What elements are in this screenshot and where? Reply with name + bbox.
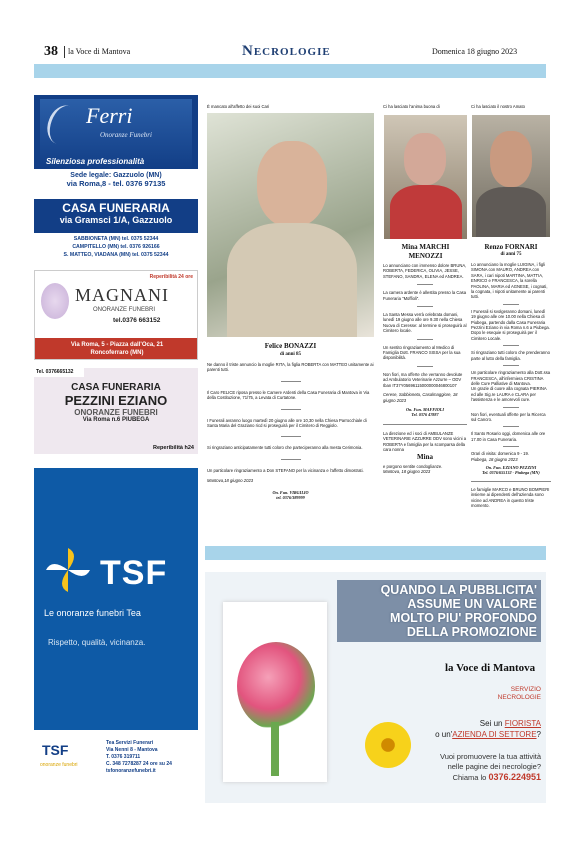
header-divider xyxy=(64,46,65,58)
page-number: 38 xyxy=(44,44,58,59)
ferri-branches xyxy=(34,233,198,265)
tsf-foot-logo: TSF xyxy=(42,742,69,758)
magnani-tel: tel.0376 663152 xyxy=(113,317,161,324)
ferri-branch-2: CAMPITELLO (MN) tel. 0376 926166 xyxy=(72,244,160,250)
tsf-line2: Rispetto, qualità, vicinanza. xyxy=(48,638,146,647)
pezzini-l4: Via Roma n.6 PIUBEGA xyxy=(82,417,150,423)
fornari-p3: Si ringraziano tutti coloro che prenderanno parte al lutto della famiglia. xyxy=(471,350,550,361)
magnani-ad xyxy=(34,270,198,360)
ferri-ad xyxy=(34,95,198,265)
promo-phone: 0376.224951 xyxy=(488,772,541,782)
flower-icon xyxy=(41,283,69,319)
fornari-name: Renzo FORNARI xyxy=(484,243,538,251)
marchi-p8: e porgono sentite condoglianze. xyxy=(383,463,443,469)
bonazzi-p5: Un particolare ringraziamento a Don STEFANO per la vicinanza e l'affetto dimostrati. xyxy=(207,467,364,473)
promo-h3: MOLTO PIU' PROFONDO xyxy=(390,611,537,625)
ferri-box-addr: via Gramsci 1/A, Gazzuolo xyxy=(59,215,173,225)
ferri-slogan: Silenziosa professionalità xyxy=(46,157,145,166)
tsf-logo: TSF xyxy=(100,554,168,592)
promo-band xyxy=(205,546,546,560)
marchi-photo xyxy=(384,115,467,239)
ferri-box xyxy=(34,199,198,233)
promo-c2: nelle pagine dei necrologie? xyxy=(447,762,541,771)
feather-icon xyxy=(42,101,84,149)
ferri-address xyxy=(34,169,198,199)
fornari-p2: I Funerali si svolgeranno domani, lunedì 19 giugno alle ore 10.00 nella Chiesa di Piubega, partendo dalla Casa Funeraria Pezzini Eziano in via Roma n.6 a Piubega. Dopo le esequie si proseguirà per il Cimitero Locale. xyxy=(471,308,550,341)
pezzini-l2: PEZZINI EZIANO xyxy=(64,393,168,408)
fornari-p5: Un grazie di cuore alla cognata PIERINA ed alle Sig.re LAURA e CLARA per l'assistenza e le amorevoli cure. xyxy=(471,386,547,403)
fornari-sign2: Tel. 0376/655132 - Piubega (MN) xyxy=(482,470,540,476)
section-title: Necrologie xyxy=(242,43,331,59)
promo-svc1: SERVIZIO xyxy=(510,686,541,693)
fornari-intro: Ci ha lasciato il nostro Amato xyxy=(471,104,525,109)
magnani-footer xyxy=(35,338,198,360)
marchi-p6: Cerese, Sabbioneta, Casalmaggiore, 18 giugno 2023 xyxy=(383,392,458,403)
promo-c1: Vuoi promuovere la tua attività xyxy=(439,752,541,761)
fornari-p1: Lo annunciano la moglie LUIGINA, i figli SIMONA con MAURO, ANDREA con SARA, i cari nipoti MARTINA, MATTIA, ENRICO e FRANCESCA, la sorella PAOLINA, MARIA ed AGNESE, i cognati, la cognata, i nipoti unitamente ai parenti tutti. xyxy=(471,262,548,300)
ferri-branch-1: SABBIONETA (MN) tel. 0375 52344 xyxy=(73,236,159,242)
magnani-logo: MAGNANI xyxy=(75,285,169,305)
promo-service xyxy=(485,686,541,702)
tsf-contacts xyxy=(106,740,172,775)
promo-svc2: NECROLOGIE xyxy=(497,694,541,701)
header-band xyxy=(34,64,546,78)
marchi-p4: Un sentito ringraziamento al Medico di Famiglia Dott. FRANCO SISSA per la sua disponibilità. xyxy=(383,344,461,361)
pezzini-l3: ONORANZE FUNEBRI xyxy=(74,408,158,417)
fornari-p4: Un particolare ringraziamento alla Dott.ssa FRANCESCA, all'infermiera CRISTINA delle Cure Palliative di Mantova. xyxy=(471,370,551,386)
marchi-body xyxy=(383,263,467,475)
tsf-f2: Via Nenni 8 - Mantova xyxy=(106,747,158,753)
pezzini-rep: Reperibilità h24 xyxy=(153,445,194,451)
stem-shape xyxy=(271,722,279,776)
issue-date: Domenica 18 giugno 2023 xyxy=(432,47,518,56)
tsf-foot-sub: onoranze funebri xyxy=(40,762,78,768)
pezzini-ad xyxy=(34,368,198,454)
pezzini-tel: Tel. 0376665132 xyxy=(34,368,84,377)
face-shape xyxy=(404,133,446,185)
pezzini-text xyxy=(34,382,198,423)
fornari-p7: Il Santo Rosario oggi, domenica alle ore 17.00 in Casa Funeraria. xyxy=(471,431,546,442)
shirt-shape xyxy=(476,187,546,237)
ferri-box-title: CASA FUNERARIA xyxy=(62,201,170,215)
fornari-p9: Le famiglie MARCO e BRUNO BOMPIERI insieme ai dipendenti dell'azienda sono vicine ad ANDREA in questo triste momento. xyxy=(471,486,550,508)
promo-h2: ASSUME UN VALORE xyxy=(407,597,537,611)
ferri-logo-area xyxy=(40,99,192,169)
fornari-photo xyxy=(472,115,550,237)
fornari-place: Piubega, 18 giugno 2023 xyxy=(471,456,518,462)
bonazzi-photo xyxy=(207,113,374,337)
fornari-age: di anni 75 xyxy=(500,252,522,257)
ferri-line1: Sede legale: Gazzuolo (MN) xyxy=(70,172,162,179)
shirt-shape xyxy=(390,185,462,239)
bonazzi-p4: Si ringraziano anticipatamente tutti coloro che parteciperanno alla mesta Cerimonia. xyxy=(207,445,363,451)
fornari-p6: Non fiori, eventuali offerte per la Ricerca sul Cancro. xyxy=(471,411,546,422)
ferri-line2: via Roma,8 - tel. 0376 97135 xyxy=(66,179,166,188)
promo-q2b: AZIENDA DI SETTORE xyxy=(452,730,537,739)
promo-brand: la Voce di Mantova xyxy=(445,662,536,674)
bonazzi-p2: Il Caro FELICE riposa presso le Camere Ardenti della Casa Funeraria di Mantova in Via della Costituzione, 71/75, a Levata di Curtatone. xyxy=(207,389,370,401)
promo-h1: QUANDO LA PUBBLICITA' xyxy=(380,583,537,597)
bonazzi-name: Felice BONAZZI xyxy=(264,342,317,350)
tsf-ad xyxy=(34,468,198,798)
marchi-p2: La camera ardente è allestita presso la Casa Funeraria "Moffioli". xyxy=(383,290,467,301)
magnani-addr: Via Roma, 5 - Piazza dall'Oca, 21 xyxy=(70,342,164,348)
bonazzi-sign1: On. Fun. VIRGILIO xyxy=(272,489,309,495)
marchi-p3: La Santa Messa verrà celebrata domani, lunedì 19 giugno alle ore 9.30 nella Chiesa Nuova di Ceresse: al termine si proseguirà al Cimitero locale. xyxy=(383,312,467,334)
tsf-f3: T. 0376 319711 xyxy=(106,754,141,760)
promo-q2c: ? xyxy=(536,730,541,739)
promo-q2a: o un' xyxy=(435,730,453,739)
magnani-sub: ONORANZE FUNEBRI xyxy=(93,307,156,313)
promo-c3: Chiama lo xyxy=(452,773,489,782)
tsf-f5: tsfonoranzefunebri.it xyxy=(106,768,156,774)
tsf-f4: C. 348 7278287 24 ore su 24 xyxy=(106,761,172,767)
promo-headline xyxy=(337,580,541,642)
face-shape xyxy=(257,141,327,227)
pezzini-l1: CASA FUNERARIA xyxy=(71,382,161,393)
newspaper-name: la Voce di Mantova xyxy=(68,47,131,56)
tsf-f1: Tea Servizi Funerari xyxy=(106,740,154,746)
bonazzi-sign2: tel. 0376/389999 xyxy=(276,495,305,501)
bonazzi-place: Mantova,18 giugno 2023 xyxy=(207,478,254,484)
marchi-name2: MENOZZI xyxy=(408,252,443,260)
face-shape xyxy=(490,131,532,187)
marchi-intro: Ci ha lasciato l'anima buona di xyxy=(383,104,440,109)
marchi-mina: Mina xyxy=(417,453,433,462)
promo-q1b: FIORISTA xyxy=(504,719,541,728)
marchi-p7: La direzione ed i soci di AMBULANZE VETERINARIE AZZURRE ODV sono vicini a ROBERTA e famiglia per la scomparsa della cara nonna xyxy=(383,430,467,452)
tsf-pinwheel-icon xyxy=(44,546,92,594)
promo-h4: DELLA PROMOZIONE xyxy=(406,625,537,639)
ferri-sub: Onoranze Funebri xyxy=(100,131,152,139)
marchi-sign1: On. Fun. MAFFIOLI xyxy=(406,406,444,412)
promo-q1a: Sei un xyxy=(479,719,505,728)
promo-card xyxy=(223,602,327,782)
bonazzi-p3: I Funerali avranno luogo martedì 20 giugno alle ore 10,30 nella Chiesa Parrocchiale di Santa Maria del Graziano ricd si proseguirà per il Cimitero di Reggiolo. xyxy=(207,417,367,429)
marchi-sign2: Tel. 0376 47887 xyxy=(411,412,439,418)
magnani-town: Roncoferraro (MN) xyxy=(90,350,144,356)
bonazzi-age: di anni 85 xyxy=(279,352,302,357)
ferri-branch-3: S. MATTEO, VIADANA (MN) tel. 0375 52344 xyxy=(63,252,169,258)
fornari-body xyxy=(471,262,551,508)
bonazzi-p1: Ne danno il triste annuncio la moglie RITA, la figlia ROBERTA con MATTEO unitamente ai parenti tutti. xyxy=(207,362,374,373)
tsf-footer xyxy=(34,730,198,798)
promo-cta xyxy=(381,752,541,783)
bonazzi-intro: È mancato all'affetto dei suoi Cari xyxy=(207,104,270,109)
marchi-name1: Mina MARCHI xyxy=(401,243,450,251)
promo-ad xyxy=(205,572,546,803)
marchi-place2: Mantova, 18 giugno 2023 xyxy=(383,469,431,475)
promo-questions xyxy=(395,718,541,740)
marchi-p5: Non fiori, ma offerte che verranno devolute ad Ambulatorio Veterinarie Azzurre – ODV Iban IT37Y05696115000000046800107 xyxy=(383,371,463,388)
tsf-line1: Le onoranze funebri Tea xyxy=(44,608,141,618)
shirt-shape xyxy=(227,223,357,337)
fornari-sign1: On. Fun. EZIANO PEZZINI xyxy=(485,464,537,470)
ferri-logo: Ferri xyxy=(86,103,133,128)
bouquet-icon xyxy=(237,642,315,730)
bonazzi-body xyxy=(207,362,374,500)
magnani-rep: Reperibilità 24 ore xyxy=(149,274,193,280)
fornari-p8: Orari di visita: domenica 9 - 19. xyxy=(471,451,529,457)
marchi-p1: Lo annunciano con immenso dolore BRUNA, ROBERTA, FEDERICA, OLIVIA, JESSE, STEFANO, SANDRA, ELENA ed ANDREA. xyxy=(383,263,467,279)
